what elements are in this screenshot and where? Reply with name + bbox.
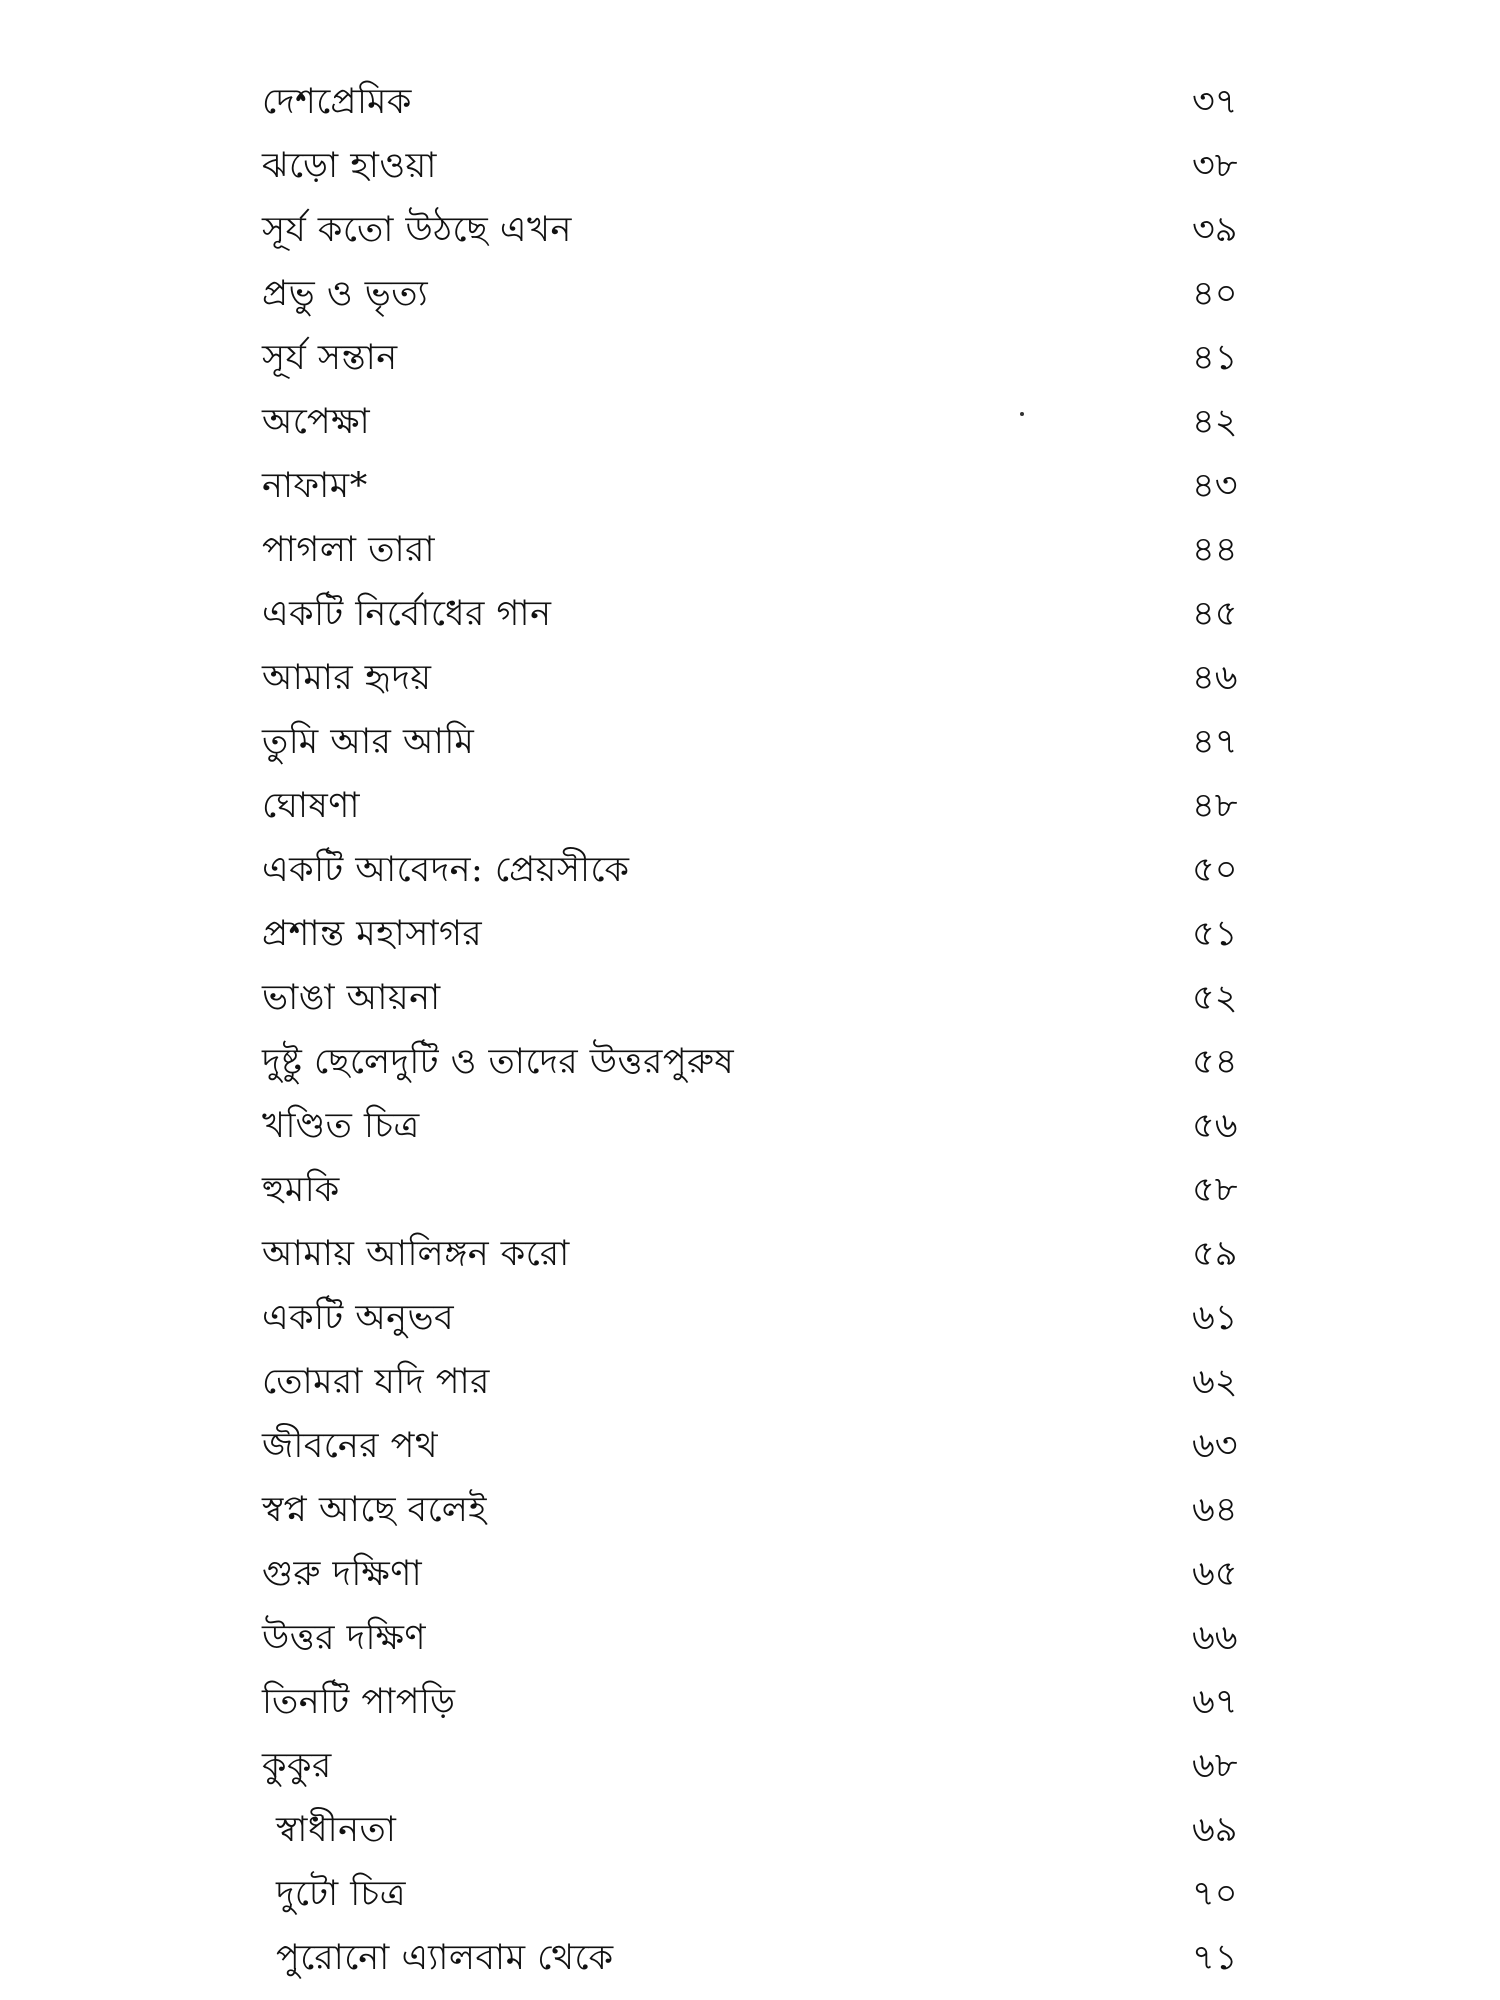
toc-entry-page: ৪১ xyxy=(1192,338,1238,378)
toc-entry-page: ৪৬ xyxy=(1192,658,1238,698)
toc-entry-page: ৪৭ xyxy=(1192,722,1238,762)
toc-entry-page: ৪৮ xyxy=(1192,786,1238,826)
toc-entry-title: কুকুর xyxy=(262,1746,332,1786)
toc-entry-page: ৫৬ xyxy=(1192,1106,1238,1146)
toc-entry-title: অপেক্ষা xyxy=(262,402,371,442)
toc-entry-title: সূর্য সন্তান xyxy=(262,338,398,378)
toc-entry-title: ভাঙা আয়না xyxy=(262,978,441,1018)
table-of-contents xyxy=(262,70,1272,1990)
toc-entry-page: ৩৯ xyxy=(1192,210,1238,250)
toc-entry xyxy=(262,198,1272,262)
toc-entry xyxy=(262,454,1272,518)
toc-entry-page: ৬৪ xyxy=(1192,1490,1238,1530)
toc-entry-title: ঘোষণা xyxy=(262,786,361,826)
toc-entry-page: ৪২ xyxy=(1192,402,1238,442)
toc-entry-page: ৬৯ xyxy=(1192,1810,1238,1850)
toc-entry-title: একটি অনুভব xyxy=(262,1298,455,1338)
toc-entry-title: প্রভু ও ভৃত্য xyxy=(262,274,429,314)
toc-entry-page: ৪৫ xyxy=(1192,594,1238,634)
toc-entry-title: দুষ্টু ছেলেদুটি ও তাদের উত্তরপুরুষ xyxy=(262,1042,735,1082)
toc-entry-title: একটি নির্বোধের গান xyxy=(262,594,552,634)
toc-entry-title: সূর্য কতো উঠছে এখন xyxy=(262,210,572,250)
toc-entry xyxy=(262,1222,1272,1286)
toc-entry-page: ৬৩ xyxy=(1192,1426,1238,1466)
toc-entry-page: ৩৮ xyxy=(1192,146,1238,186)
toc-entry-page: ৬৭ xyxy=(1192,1682,1238,1722)
toc-entry xyxy=(262,1350,1272,1414)
toc-entry-title: তুমি আর আমি xyxy=(262,722,475,762)
toc-entry xyxy=(262,1606,1272,1670)
toc-entry-title: ঝড়ো হাওয়া xyxy=(262,146,437,186)
toc-entry xyxy=(262,582,1272,646)
toc-entry xyxy=(262,1414,1272,1478)
toc-entry xyxy=(262,710,1272,774)
toc-entry xyxy=(262,1158,1272,1222)
toc-entry-title: তিনটি পাপড়ি xyxy=(262,1682,456,1722)
toc-entry xyxy=(262,134,1272,198)
toc-entry xyxy=(262,1094,1272,1158)
toc-entry-page: ৫২ xyxy=(1192,978,1238,1018)
toc-entry-page: ৬৮ xyxy=(1192,1746,1238,1786)
toc-entry-title: গুরু দক্ষিণা xyxy=(262,1554,423,1594)
toc-entry-page: ৫৯ xyxy=(1192,1234,1238,1274)
toc-entry-title: প্রশান্ত মহাসাগর xyxy=(262,914,483,954)
toc-entry xyxy=(262,646,1272,710)
toc-entry-page: ৭১ xyxy=(1192,1938,1238,1978)
toc-entry-page: ৫৮ xyxy=(1192,1170,1238,1210)
toc-entry xyxy=(262,1542,1272,1606)
toc-entry xyxy=(262,390,1272,454)
toc-entry-page: ৬১ xyxy=(1192,1298,1238,1338)
print-speck xyxy=(1020,412,1024,416)
toc-entry xyxy=(262,1734,1272,1798)
toc-entry xyxy=(262,326,1272,390)
toc-entry xyxy=(262,838,1272,902)
toc-entry xyxy=(262,1862,1272,1926)
toc-entry-title: আমার হৃদয় xyxy=(262,658,432,698)
toc-entry xyxy=(262,902,1272,966)
toc-entry xyxy=(262,1798,1272,1862)
toc-entry xyxy=(262,518,1272,582)
toc-entry-page: ৬৬ xyxy=(1192,1618,1238,1658)
toc-entry-title: দুটো চিত্র xyxy=(276,1874,406,1914)
toc-entry xyxy=(262,262,1272,326)
toc-entry-title: পুরোনো এ্যালবাম থেকে xyxy=(276,1938,614,1978)
toc-entry-title: স্বাধীনতা xyxy=(276,1810,397,1850)
toc-entry-page: ৩৭ xyxy=(1192,82,1238,122)
toc-entry-title: হুমকি xyxy=(262,1170,340,1210)
toc-entry-page: ৪৩ xyxy=(1192,466,1238,506)
toc-entry xyxy=(262,1926,1272,1990)
toc-entry-title: তোমরা যদি পার xyxy=(262,1362,490,1402)
toc-entry-title: আমায় আলিঙ্গন করো xyxy=(262,1234,570,1274)
toc-entry-page: ৬২ xyxy=(1192,1362,1238,1402)
toc-entry xyxy=(262,1030,1272,1094)
toc-entry-title: খণ্ডিত চিত্র xyxy=(262,1106,420,1146)
toc-entry-page: ৭০ xyxy=(1192,1874,1238,1914)
toc-entry-page: ৫১ xyxy=(1192,914,1238,954)
toc-entry-title: একটি আবেদন: প্রেয়সীকে xyxy=(262,850,630,890)
toc-entry-title: জীবনের পথ xyxy=(262,1426,439,1466)
toc-entry-title: পাগলা তারা xyxy=(262,530,436,570)
toc-entry xyxy=(262,70,1272,134)
toc-entry-page: ৬৫ xyxy=(1192,1554,1238,1594)
toc-entry-title: স্বপ্ন আছে বলেই xyxy=(262,1490,488,1530)
toc-entry-title: উত্তর দক্ষিণ xyxy=(262,1618,427,1658)
toc-entry-title: নাফাম* xyxy=(262,466,368,506)
toc-entry xyxy=(262,966,1272,1030)
toc-entry-page: ৪০ xyxy=(1192,274,1238,314)
toc-entry-page: ৫৪ xyxy=(1192,1042,1238,1082)
toc-entry xyxy=(262,774,1272,838)
toc-entry xyxy=(262,1478,1272,1542)
toc-entry-title: দেশপ্রেমিক xyxy=(262,82,412,122)
toc-entry-page: ৪৪ xyxy=(1192,530,1238,570)
toc-entry xyxy=(262,1286,1272,1350)
toc-entry xyxy=(262,1670,1272,1734)
toc-entry-page: ৫০ xyxy=(1192,850,1238,890)
